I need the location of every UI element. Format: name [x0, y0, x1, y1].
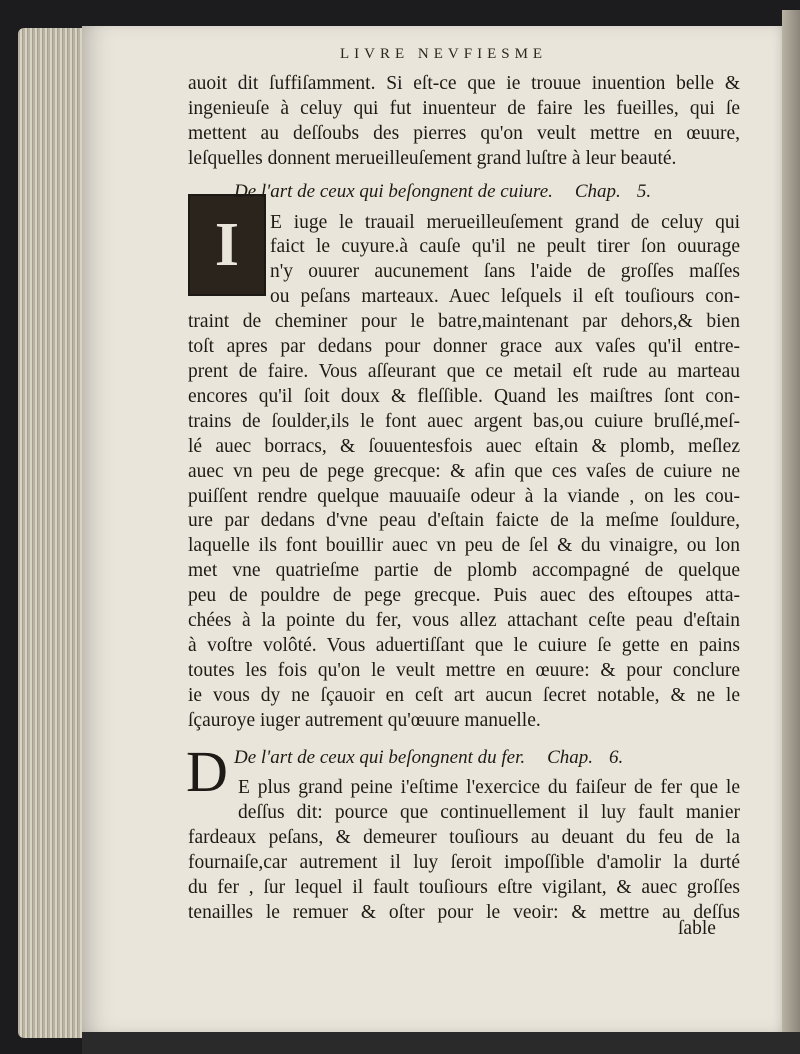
facing-page-edge — [782, 10, 800, 1054]
text-line: mettent au deſſoubs des pierres qu'on veult mettre en œuure, — [188, 122, 740, 144]
text-line: deſſus dit: pource que continuellement il luy fault manier — [238, 802, 740, 824]
heading-number: 5. — [636, 180, 652, 202]
text-line: E iuge le trauail merueilleuſement grand de celuy qui — [270, 211, 740, 233]
text-line: laquelle ils font bouillir auec vn peu de ſel & du vinaigre, ou lon — [188, 535, 740, 557]
heading-chap: Chap. — [574, 180, 621, 202]
text-line: ingenieuſe à celuy qui fut inuenteur de faire les fueilles, qui ſe — [188, 97, 740, 119]
heading-number: 6. — [609, 746, 624, 768]
text-line: fournaiſe,car autrement il luy ſeroit impoſſible d'amolir la durté — [188, 852, 740, 874]
text-line: met vne quatrieſme partie de plomb accompagné de quelque — [188, 560, 740, 582]
main-text — [188, 72, 740, 926]
text-line: traint de cheminer pour le batre,maintenant par dehors,& bien — [188, 311, 740, 333]
text-line: toſt apres par dedans pour donner grace aux vaſes qu'il entre- — [188, 336, 740, 358]
text-line: du fer , ſur lequel il fault touſiours eſtre vigilant, & auec groſſes — [188, 877, 740, 899]
chapter-heading-5 — [234, 180, 740, 205]
text-line: prent de faire. Vous aſſeurant que ce metail eſt rude au marteau — [188, 360, 740, 382]
text-line: faict le cuyure.à cauſe qu'il ne peult tirer ſon ouurage — [270, 236, 740, 258]
text-line: ſçauroye iuger autrement qu'œuure manuelle. — [188, 709, 541, 731]
text-line: toutes les fois qu'on le veult mettre en œuure: & pour conclure — [188, 659, 740, 681]
text-line: n'y ouurer aucunement ſans l'aide de groſſes maſſes — [270, 261, 740, 283]
catchword: ſable — [678, 918, 716, 939]
text-line: chées à la pointe du fer, vous allez attachant ceſte peau d'eſtain — [188, 610, 740, 632]
text-line: fardeaux peſans, & demeurer touſiours au deuant du feu de la — [188, 827, 740, 849]
heading-chap: Chap. — [547, 746, 594, 768]
heading-title: De l'art de ceux qui beſongnent de cuiure. — [234, 180, 553, 202]
text-line: puiſſent rendre quelque mauuaiſe odeur à la viande , on les cou- — [188, 485, 740, 507]
text-line: à voſtre volôté. Vous aduertiſſant que le cuiure ſe gette en pains — [188, 634, 740, 656]
text-line: peu de pouldre de pege grecque. Puis auec des eſtoupes atta- — [188, 585, 740, 607]
chapter-heading-6 — [234, 746, 740, 771]
text-line: auoit dit ſuffiſamment. Si eſt-ce que ie trouue inuention belle & — [188, 73, 740, 94]
page-edge — [18, 28, 88, 1038]
initial-d: D — [186, 739, 228, 804]
text-line: ou peſans marteaux. Auec leſquels il eſt touſiours con- — [270, 286, 740, 308]
text-line: encores qu'il ſoit doux & fleſſible. Quand les maiſtres ſont con- — [188, 385, 740, 407]
text-line: ie vous dy ne ſçauoir en ceſt art aucun ſecret notable, & ne le — [188, 684, 740, 706]
running-head: LIVRE NEVFIESME — [340, 46, 548, 62]
bottom-shadow — [82, 1032, 800, 1054]
text-line: ure par dedans d'vne peau d'eſtain faicte de la meſme ſouldure, — [188, 510, 740, 532]
decorated-initial: I — [188, 194, 266, 296]
heading-title: De l'art de ceux qui beſongnent du fer. — [234, 746, 526, 768]
text-line: E plus grand peine i'eſtime l'exercice du faiſeur de fer que le — [238, 777, 740, 799]
text-line: tenailles le remuer & oſter pour le veoir: & mettre au deſſus — [188, 902, 740, 923]
text-line: trains de ſoulder,ils le font auec argent bas,ou cuiure bruſlé,meſ- — [188, 410, 740, 432]
text-line: lé auec borracs, & ſouuentesfois auec eſtain & plomb, meſlez — [188, 435, 740, 457]
text-line: leſquelles donnent merueilleuſement grand luſtre à leur beauté. — [188, 147, 677, 169]
text-line: auec vn peu de pege grecque: & afin que ces vaſes de cuiure ne — [188, 460, 740, 482]
